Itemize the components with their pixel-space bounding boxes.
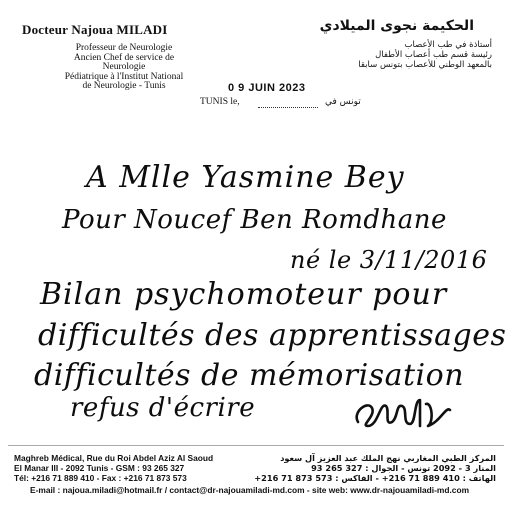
footer-phone-line-arabic: الهاتف : 410 889 71 216+ - الفاكس : 573 873 71 216+ <box>254 473 496 483</box>
title-line: Ancien Chef de service de Neurologie <box>73 52 175 73</box>
title-line-arabic: رئيسة قسم طب أعصاب الأطفال <box>375 50 492 60</box>
title-line: Pédiatrique à l'Institut National <box>64 71 184 82</box>
footer-address-line: Maghreb Médical, Rue du Roi Abdel Aziz Al Saoud <box>14 453 214 463</box>
signature <box>350 392 460 432</box>
handwritten-reason: difficultés des apprentissages <box>38 318 507 353</box>
handwritten-birthdate: né le 3/11/2016 <box>290 246 488 274</box>
title-line: Professeur de Neurologie <box>75 43 173 53</box>
date-dotted-line <box>258 107 318 108</box>
doctor-titles <box>54 44 194 92</box>
place-label-arabic: تونس في <box>325 97 361 107</box>
title-line: de Neurologie - Tunis <box>82 81 166 92</box>
footer-address-line: El Manar III - 2092 Tunis - GSM : 93 265 327 <box>14 463 185 473</box>
footer-phone-line: Tél: +216 71 889 410 - Fax : +216 71 873 573 <box>14 473 187 483</box>
doctor-titles-arabic <box>292 40 492 70</box>
date-stamp: 0 9 JUIN 2023 <box>228 82 306 94</box>
handwritten-reason: refus d'écrire <box>70 393 256 423</box>
doctor-name: Docteur Najoua MILADI <box>22 22 168 37</box>
place-label: TUNIS le, <box>200 97 240 107</box>
footer-contact-line: E-mail : najoua.miladi@hotmail.fr / contact@dr-najouamiladi-md.com - site web: www.dr-najouamiladi-md.com <box>30 485 470 495</box>
handwritten-reason: difficultés de mémorisation <box>34 358 465 393</box>
footer-address-line-arabic: المركز الطبي المغاربي نهج الملك عبد العزيز آل سعود <box>280 453 496 463</box>
title-line-arabic: بالمعهد الوطني للأعصاب بتونس سابقا <box>358 60 492 70</box>
handwritten-recipient: A Mlle Yasmine Bey <box>86 160 405 195</box>
footer-address-line-arabic: المنار 3 - 2092 تونس - الجوال : 327 265 93 <box>311 463 496 473</box>
doctor-name-arabic: الحكيمة نجوى الميلادي <box>319 18 474 34</box>
title-line-arabic: أستاذة في طب الأعصاب <box>404 40 492 50</box>
handwritten-patient: Pour Noucef Ben Romdhane <box>62 205 447 235</box>
handwritten-request: Bilan psychomoteur pour <box>40 277 448 312</box>
footer-divider <box>8 445 504 446</box>
